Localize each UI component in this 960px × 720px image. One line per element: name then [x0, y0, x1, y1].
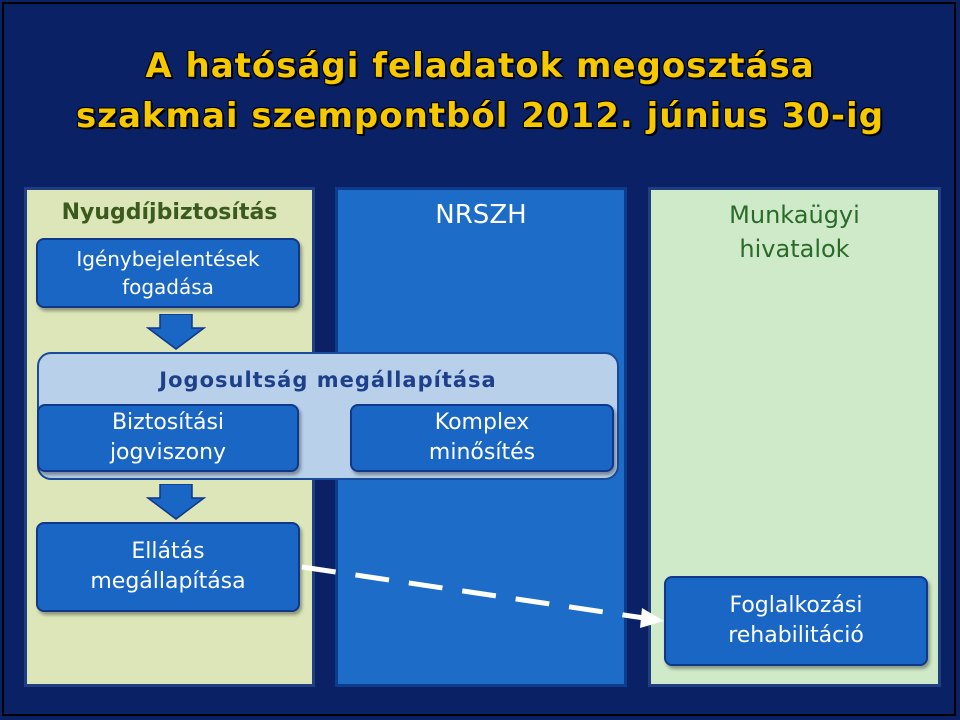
- slide-title-line-2: szakmai szempontból 2012. június 30-ig: [75, 96, 885, 136]
- box-komplex-line-2: minősítés: [428, 440, 536, 465]
- column-title-middle: NRSZH: [435, 200, 527, 230]
- down-arrow-icon: [146, 484, 206, 520]
- box-biztositasi-jogviszony: [37, 404, 299, 472]
- column-title-left: Nyugdíjbiztosítás: [61, 200, 278, 225]
- box-ellatas-megallapitasa: [36, 522, 300, 612]
- slide-title-line-1: A hatósági feladatok megosztása: [145, 46, 815, 86]
- box-foglalkozasi-line-2: rehabilitáció: [728, 623, 864, 648]
- box-ellatas-line-2: megállapítása: [90, 569, 246, 594]
- down-arrow-icon: [146, 314, 206, 350]
- box-foglalkozasi-line-1: Foglalkozási: [729, 593, 863, 618]
- column-title-right: [648, 198, 941, 266]
- box-igenybejelentesek: [36, 238, 300, 308]
- box-biztositasi-line-1: Biztosítási: [111, 410, 225, 435]
- box-igenybejelentesek-line-2: fogadása: [122, 275, 214, 299]
- box-biztositasi-line-2: jogviszony: [109, 440, 227, 465]
- box-komplex-minosites: [350, 404, 614, 472]
- column-title-right-line-2: hivatalok: [739, 235, 850, 263]
- box-igenybejelentesek-line-1: Igénybejelentések: [76, 247, 260, 271]
- box-ellatas-line-1: Ellátás: [131, 539, 205, 564]
- column-title-right-line-1: Munkaügyi: [729, 201, 860, 229]
- group-jogosultsag-label: Jogosultság megállapítása: [159, 368, 497, 392]
- box-foglalkozasi-rehabilitacio: [664, 576, 928, 666]
- box-komplex-line-1: Komplex: [434, 410, 530, 435]
